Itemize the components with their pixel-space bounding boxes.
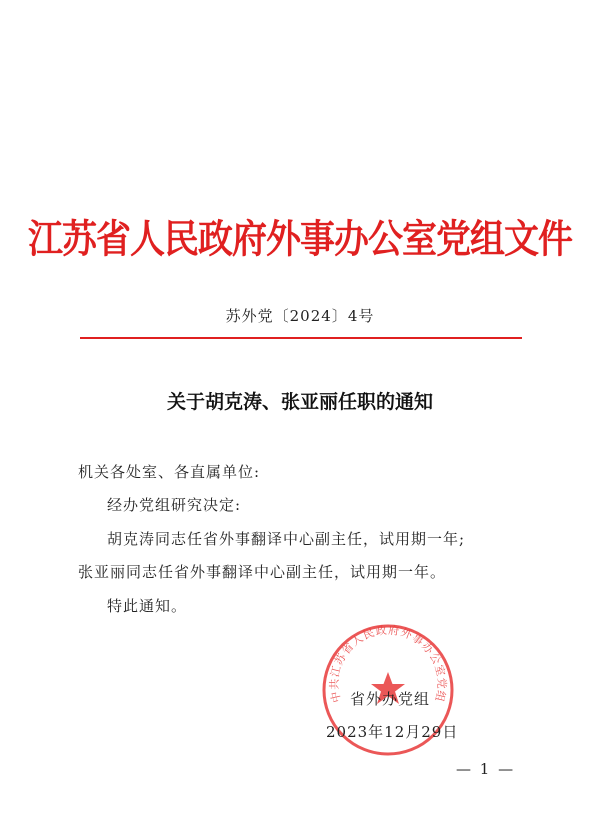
paragraph-appointment-zhang: 张亚丽同志任省外事翻译中心副主任，试用期一年。: [78, 563, 447, 581]
page-number: — 1 —: [456, 760, 516, 778]
paragraph-appointment-hu: 胡克涛同志任省外事翻译中心副主任，试用期一年;: [107, 530, 466, 548]
svg-text:中共江苏省人民政府外事办公室党组: 中共江苏省人民政府外事办公室党组: [327, 623, 449, 704]
paragraph-closing: 特此通知。: [107, 597, 188, 615]
addressee-line: 机关各处室、各直属单位:: [78, 463, 261, 481]
notice-title: 关于胡克涛、张亚丽任职的通知: [166, 391, 433, 413]
paragraph-decision: 经办党组研究决定:: [107, 496, 242, 514]
document-number: 苏外党〔2024〕4号: [225, 307, 375, 325]
masthead-title: 江苏省人民政府外事办公室党组文件: [27, 216, 572, 263]
signer-name: 省外办党组: [350, 690, 431, 708]
red-separator-line: [80, 337, 522, 339]
signature-date: 2023年12月29日: [326, 723, 459, 741]
